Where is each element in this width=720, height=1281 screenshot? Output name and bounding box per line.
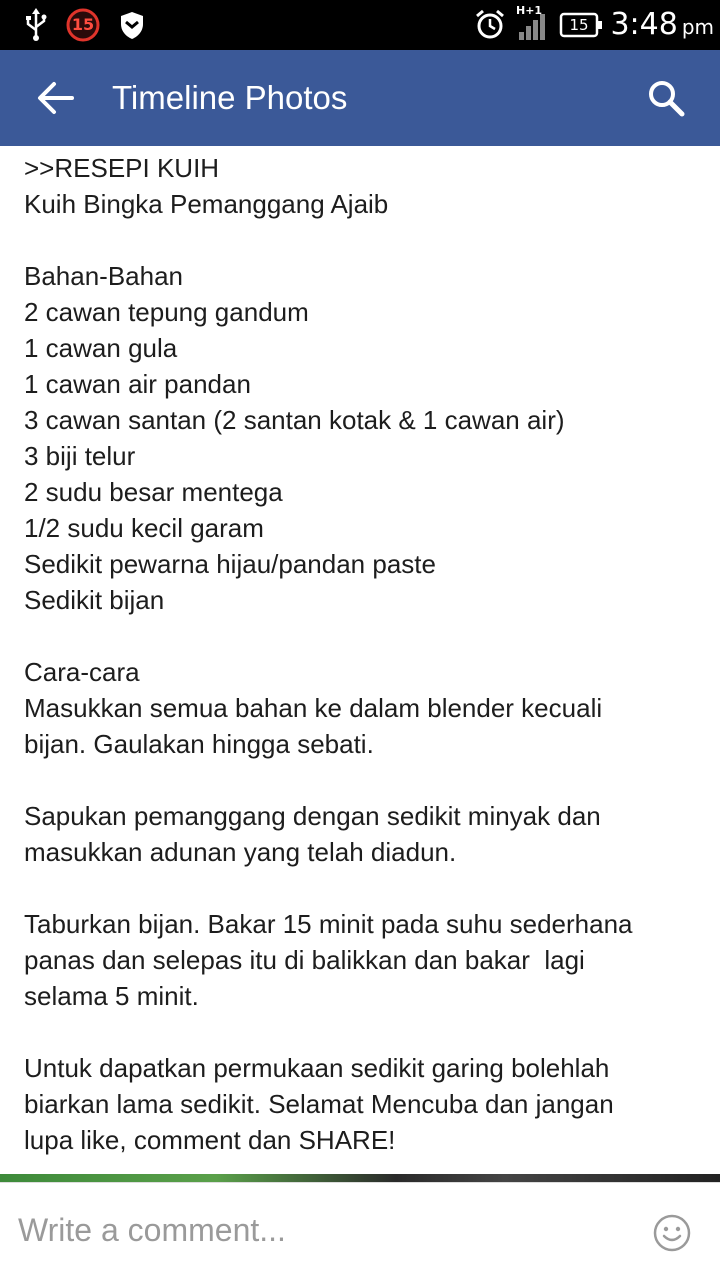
text-line: selama 5 minit. — [24, 981, 199, 1011]
notification-count-icon — [64, 8, 102, 42]
page-title: Timeline Photos — [112, 79, 348, 116]
text-line: Sedikit bijan — [24, 585, 165, 615]
text-line: Untuk dapatkan permukaan sedikit garing bolehlah — [24, 1053, 610, 1083]
comment-input[interactable] — [16, 1211, 620, 1250]
text-line: 3 biji telur — [24, 441, 136, 471]
text-line: Bahan-Bahan — [24, 261, 184, 291]
paragraph-step-2 — [24, 798, 704, 870]
paragraph-method — [24, 654, 704, 762]
post-text — [24, 150, 704, 1194]
text-line: Taburkan bijan. Bakar 15 minit pada suhu sederhana — [24, 909, 633, 939]
paragraph-ingredients — [24, 258, 704, 618]
text-line: 1/2 sudu kecil garam — [24, 513, 264, 543]
text-line: bijan. Gaulakan hingga sebati. — [24, 729, 374, 759]
text-line: 2 cawan tepung gandum — [24, 297, 309, 327]
text-line: biarkan lama sedikit. Selamat Mencuba dan jangan — [24, 1089, 614, 1119]
smiley-icon[interactable] — [652, 1213, 692, 1253]
signal-icon — [514, 4, 550, 42]
alarm-icon — [472, 8, 508, 42]
text-line: 1 cawan gula — [24, 333, 178, 363]
time-value: 3:48 — [610, 7, 678, 42]
text-line: 2 sudu besar mentega — [24, 477, 283, 507]
usb-icon — [22, 8, 50, 42]
text-line: lupa like, comment dan SHARE! — [24, 1125, 396, 1155]
paragraph-step-4 — [24, 1050, 704, 1158]
text-line: Cara-cara — [24, 657, 140, 687]
time-ampm: pm — [681, 15, 714, 39]
status-time — [610, 6, 714, 46]
text-line: Sapukan pemanggang dengan sedikit minyak dan — [24, 801, 601, 831]
battery-icon — [558, 8, 604, 42]
text-line: 3 cawan santan (2 santan kotak & 1 cawan air) — [24, 405, 565, 435]
back-arrow-icon[interactable] — [34, 78, 78, 118]
text-line: Kuih Bingka Pemanggang Ajaib — [24, 189, 389, 219]
search-icon[interactable] — [646, 78, 686, 118]
network-type-label: H+1 — [516, 4, 543, 17]
text-line: Sedikit pewarna hijau/pandan paste — [24, 549, 436, 579]
text-line: 1 cawan air pandan — [24, 369, 251, 399]
text-line: panas dan selepas itu di balikkan dan bakar lagi — [24, 945, 585, 975]
comment-bar — [0, 1182, 720, 1281]
text-line: >>RESEPI KUIH — [24, 153, 220, 183]
text-line: masukkan adunan yang telah diadun. — [24, 837, 457, 867]
notification-count: 15 — [71, 15, 95, 34]
photo-preview-strip[interactable] — [0, 1174, 720, 1182]
app-bar — [0, 50, 720, 146]
battery-level: 15 — [569, 16, 589, 34]
paragraph-step-3 — [24, 906, 704, 1014]
shield-icon — [118, 8, 146, 42]
paragraph-title — [24, 150, 704, 222]
text-line: Masukkan semua bahan ke dalam blender kecuali — [24, 693, 603, 723]
status-bar — [0, 0, 720, 50]
